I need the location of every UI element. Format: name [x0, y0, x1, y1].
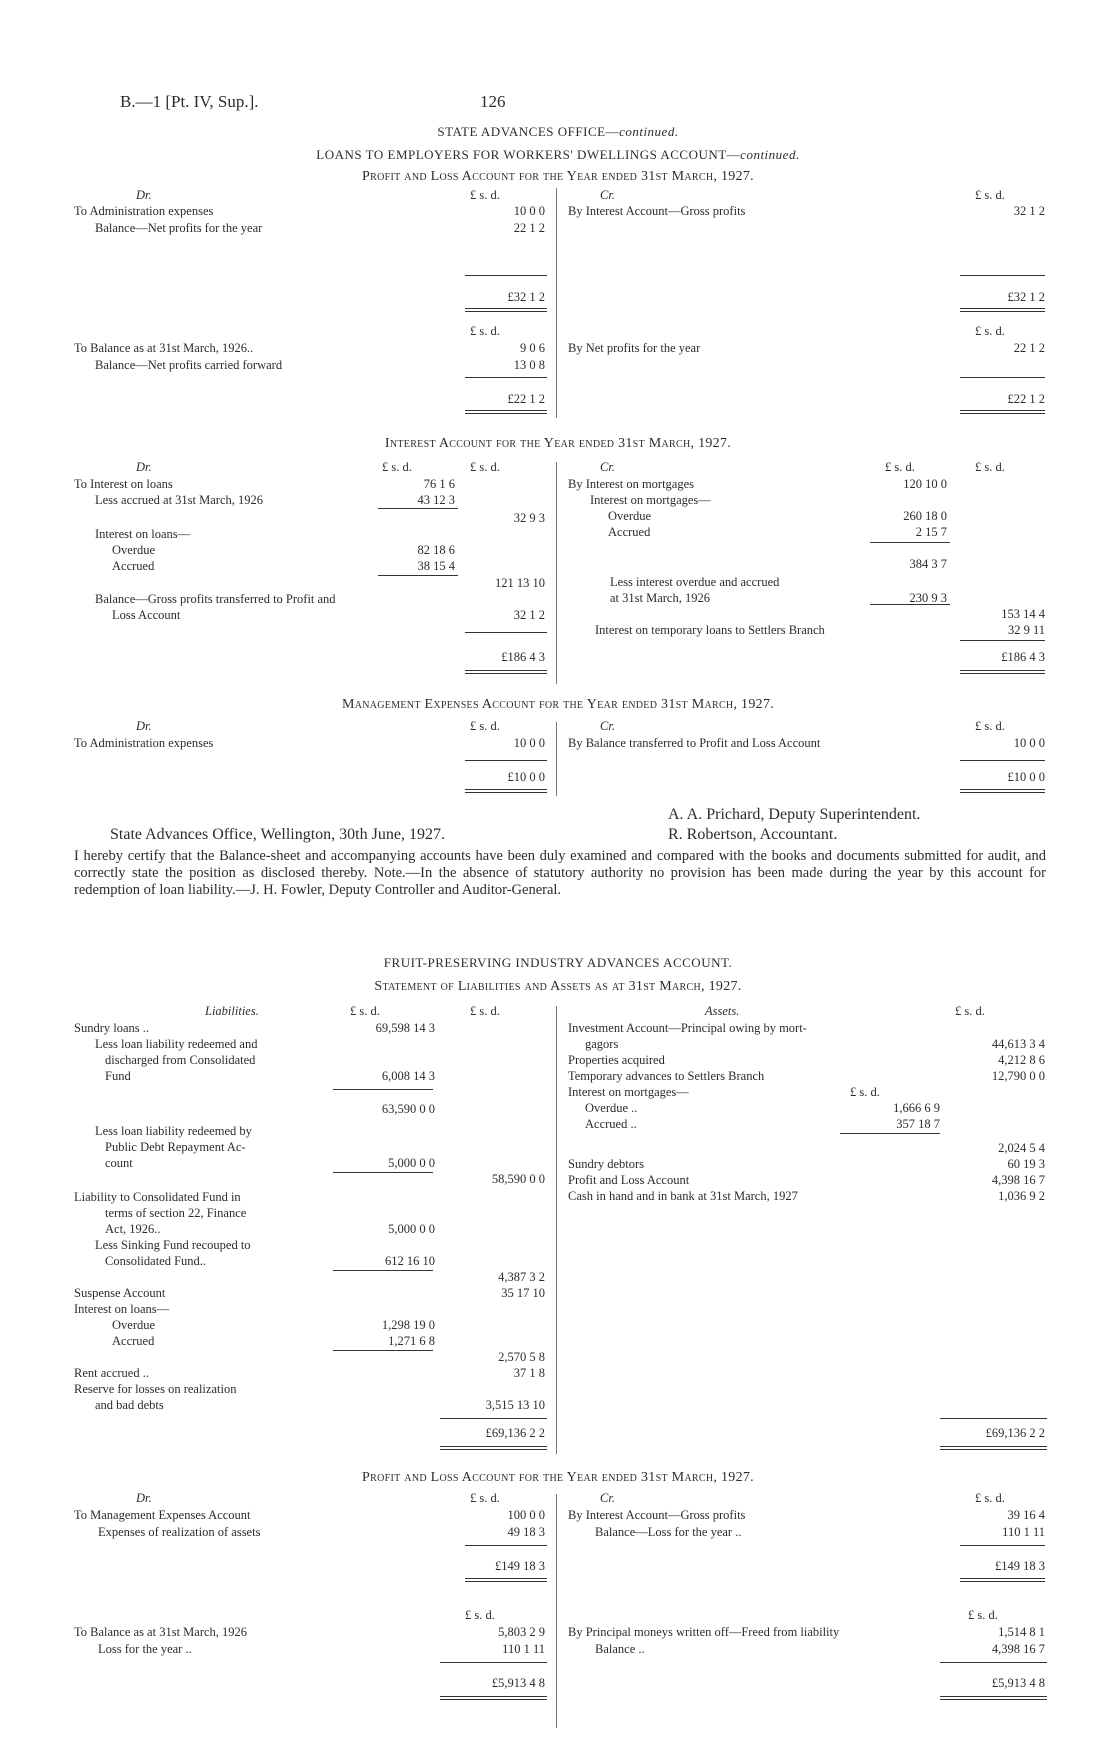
fruit-asset-value: 2,024 5 4 — [998, 1141, 1045, 1155]
pl1-left-line: Balance—Net profits for the year — [95, 221, 263, 235]
fruit-liab-value: 5,000 0 0 — [388, 1222, 435, 1236]
pl2-lsd: £ s. d. — [975, 1491, 1005, 1505]
fruit-liab-line: Fund — [105, 1069, 131, 1083]
fruit-asset-line: Interest on mortgages— — [568, 1085, 689, 1099]
pl1-left-value: 10 0 0 — [513, 204, 545, 218]
fruit-asset-line: Profit and Loss Account — [568, 1173, 690, 1187]
interest-right-value: 260 18 0 — [903, 509, 947, 523]
fruit-asset-value: 12,790 0 0 — [991, 1069, 1045, 1083]
fruit-asset-line: Properties acquired — [568, 1053, 665, 1067]
pl1-lsd-left-2: £ s. d. — [470, 324, 500, 338]
pl2-right-total: £149 18 3 — [995, 1559, 1045, 1573]
fruit-liabilities-head: Liabilities. — [205, 1004, 259, 1018]
pl1-left-value: 9 0 6 — [520, 341, 545, 355]
pl2-right-value: 110 1 11 — [1002, 1525, 1045, 1539]
interest-left-line: Interest on loans— — [95, 527, 191, 541]
pl1-lsd-right-2: £ s. d. — [975, 324, 1005, 338]
pl2-left-line: Loss for the year .. — [98, 1642, 192, 1656]
fruit-liab-grand-total: £69,136 2 2 — [485, 1426, 545, 1440]
fruit-liab-total: 3,515 13 10 — [485, 1398, 545, 1412]
page-number: 126 — [480, 92, 506, 111]
pl1-right-line: By Net profits for the year — [568, 341, 701, 355]
fruit-asset-lsd: £ s. d. — [850, 1085, 880, 1099]
interest-left-value: 43 12 3 — [417, 493, 455, 507]
pl2-left-value: 5,803 2 9 — [498, 1625, 545, 1639]
pl1-right-line: By Interest Account—Gross profits — [568, 204, 746, 218]
interest-right-line: Accrued — [608, 525, 651, 539]
interest-left-line: To Interest on loans — [74, 477, 173, 491]
pl1-lsd-right: £ s. d. — [975, 188, 1005, 202]
mgmt-left-line: To Administration expenses — [74, 736, 214, 750]
interest-right-value: 120 10 0 — [903, 477, 947, 491]
interest-left-line: Balance—Gross profits transferred to Profit and — [95, 592, 336, 606]
pl2-lsd: £ s. d. — [470, 1491, 500, 1505]
interest-right-grand-total: £186 4 3 — [1001, 650, 1045, 664]
fruit-asset-value: 44,613 3 4 — [991, 1037, 1045, 1051]
fruit-liab-line: Less loan liability redeemed by — [95, 1124, 252, 1138]
fruit-liab-line: Suspense Account — [74, 1286, 166, 1300]
fruit-liab-line: Liability to Consolidated Fund in — [74, 1190, 241, 1204]
mgmt-lsd: £ s. d. — [470, 719, 500, 733]
interest-left-total: 121 13 10 — [495, 576, 545, 590]
fruit-liab-line: terms of section 22, Finance — [105, 1206, 247, 1220]
fruit-asset-value: 357 18 7 — [896, 1117, 940, 1131]
fruit-liab-line: Accrued — [112, 1334, 155, 1348]
interest-right-value: 384 3 7 — [909, 557, 947, 571]
pl1-right-value: 22 1 2 — [1013, 341, 1045, 355]
pl1-left-line: To Administration expenses — [74, 204, 214, 218]
fruit-asset-line: Sundry debtors — [568, 1157, 645, 1171]
interest-left-line: Less accrued at 31st March, 1926 — [95, 493, 263, 507]
fruit-liab-line: discharged from Consolidated — [105, 1053, 256, 1067]
interest-left-total: 32 1 2 — [513, 608, 545, 622]
pl1-left-total-2: £22 1 2 — [507, 392, 545, 406]
interest-right-line: at 31st March, 1926 — [610, 591, 710, 605]
mgmt-lsd: £ s. d. — [975, 719, 1005, 733]
pl2-left-line: Expenses of realization of assets — [98, 1525, 261, 1539]
fruit-liab-value: 6,008 14 3 — [381, 1069, 435, 1083]
pl1-lsd-left: £ s. d. — [470, 188, 500, 202]
pl2-right-value: 4,398 16 7 — [991, 1642, 1045, 1656]
fruit-asset-value: 60 19 3 — [1007, 1157, 1045, 1171]
interest-left-value: 76 1 6 — [423, 477, 455, 491]
pl2-left-value: 100 0 0 — [507, 1508, 545, 1522]
pl1-left-value: 22 1 2 — [513, 221, 545, 235]
pl2-left-value: 49 18 3 — [507, 1525, 545, 1539]
pl2-left-line: To Balance as at 31st March, 1926 — [74, 1625, 248, 1639]
pl2-lsd-2: £ s. d. — [465, 1608, 495, 1622]
fruit-liab-value: 5,000 0 0 — [388, 1156, 435, 1170]
fruit-lsd: £ s. d. — [470, 1004, 500, 1018]
page-reference: B.—1 [Pt. IV, Sup.]. — [120, 92, 259, 111]
fruit-lsd: £ s. d. — [955, 1004, 985, 1018]
interest-lsd: £ s. d. — [470, 460, 500, 474]
pl2-right-line: Balance—Loss for the year .. — [595, 1525, 742, 1539]
pl1-left-line: Balance—Net profits carried forward — [95, 358, 283, 372]
fruit-liab-line: Sundry loans .. — [74, 1021, 149, 1035]
interest-right-value: 230 9 3 — [909, 591, 947, 605]
fruit-asset-line: Cash in hand and in bank at 31st March, 1927 — [568, 1189, 798, 1203]
fruit-asset-value: 4,212 8 6 — [998, 1053, 1045, 1067]
office-title: STATE ADVANCES OFFICE—continued. — [437, 124, 679, 139]
interest-right-line: Interest on mortgages— — [590, 493, 711, 507]
fruit-liab-line: Interest on loans— — [74, 1302, 170, 1316]
fruit-asset-value: 4,398 16 7 — [991, 1173, 1045, 1187]
interest-right-value: 2 15 7 — [915, 525, 947, 539]
mgmt-left-value: 10 0 0 — [513, 736, 545, 750]
interest-left-total: 32 9 3 — [513, 511, 545, 525]
interest-left-line: Loss Account — [112, 608, 181, 622]
pl2-left-value: 110 1 11 — [502, 1642, 545, 1656]
loans-account-title: LOANS TO EMPLOYERS FOR WORKERS' DWELLINGS ACCOUNT—continued. — [316, 147, 800, 162]
fruit-asset-value: 1,036 9 2 — [998, 1189, 1045, 1203]
fruit-asset-line: gagors — [585, 1037, 619, 1051]
fruit-liab-value: 69,598 14 3 — [375, 1021, 435, 1035]
fruit-liab-line: Reserve for losses on realization — [74, 1382, 237, 1396]
fruit-liab-line: Act, 1926.. — [105, 1222, 161, 1236]
fruit-liab-value: 1,298 19 0 — [381, 1318, 435, 1332]
interest-cr-label: Cr. — [600, 460, 615, 474]
interest-right-line: Less interest overdue and accrued — [610, 575, 780, 589]
signatory-superintendent: A. A. Prichard, Deputy Superintendent. — [668, 806, 921, 823]
fruit-asset-line: Investment Account—Principal owing by mort- — [568, 1021, 807, 1035]
fruit-liab-total: 2,570 5 8 — [498, 1350, 545, 1364]
fruit-liab-total: 4,387 3 2 — [498, 1270, 545, 1284]
fruit-liab-line: Less Sinking Fund recouped to — [95, 1238, 251, 1252]
fruit-liab-line: Consolidated Fund.. — [105, 1254, 207, 1268]
pl2-cr-label: Cr. — [600, 1491, 615, 1505]
pl1-right-total: £32 1 2 — [1007, 290, 1045, 304]
interest-title: Interest Account for the Year ended 31st March, 1927. — [384, 436, 732, 451]
fruit-liab-line: Overdue — [112, 1318, 156, 1332]
pl2-title: Profit and Loss Account for the Year ended 31st March, 1927. — [362, 1470, 754, 1485]
signatory-accountant: R. Robertson, Accountant. — [668, 826, 838, 843]
fruit-liab-total: 58,590 0 0 — [491, 1172, 545, 1186]
pl1-left-total: £32 1 2 — [507, 290, 545, 304]
interest-lsd: £ s. d. — [382, 460, 412, 474]
mgmt-left-total: £10 0 0 — [507, 770, 545, 784]
mgmt-right-line: By Balance transferred to Profit and Loss Account — [568, 736, 821, 750]
pl2-lsd-2: £ s. d. — [968, 1608, 998, 1622]
interest-left-value: 82 18 6 — [417, 543, 455, 557]
pl1-dr-label: Dr. — [136, 188, 152, 202]
mgmt-dr-label: Dr. — [136, 719, 152, 733]
interest-right-line: Interest on temporary loans to Settlers Branch — [595, 623, 825, 637]
pl2-dr-label: Dr. — [136, 1491, 152, 1505]
pl1-right-total-2: £22 1 2 — [1007, 392, 1045, 406]
pl1-left-value: 13 0 8 — [513, 358, 545, 372]
pl2-left-total: £149 18 3 — [495, 1559, 545, 1573]
audit-certificate: I hereby certify that the Balance-sheet and accompanying accounts have been duly examined and compared with the books and documents submitted for audit, and correctly state the position as disclosed thereby. Note.—In the absence of statutory authority no provision has been made during the year by this account for redemption of loan liability.—J. H. Fowler, Deputy Controller and Auditor-General. — [74, 848, 1046, 898]
fruit-lsd: £ s. d. — [350, 1004, 380, 1018]
mgmt-cr-label: Cr. — [600, 719, 615, 733]
fruit-liab-line: Rent accrued .. — [74, 1366, 149, 1380]
pl1-right-value: 32 1 2 — [1013, 204, 1045, 218]
fruit-subtitle: Statement of Liabilities and Assets as at 31st March, 1927. — [374, 979, 742, 994]
mgmt-right-value: 10 0 0 — [1013, 736, 1045, 750]
interest-lsd: £ s. d. — [885, 460, 915, 474]
pl2-right-line: By Interest Account—Gross profits — [568, 1508, 746, 1522]
fruit-title: FRUIT-PRESERVING INDUSTRY ADVANCES ACCOUNT. — [383, 955, 733, 970]
interest-lsd: £ s. d. — [975, 460, 1005, 474]
mgmt-right-total: £10 0 0 — [1007, 770, 1045, 784]
fruit-liab-line: count — [105, 1156, 133, 1170]
interest-right-total: 153 14 4 — [1001, 607, 1045, 621]
pl2-right-value: 1,514 8 1 — [998, 1625, 1045, 1639]
fruit-asset-line: Temporary advances to Settlers Branch — [568, 1069, 765, 1083]
interest-right-total: 32 9 11 — [1007, 623, 1045, 637]
interest-left-line: Overdue — [112, 543, 156, 557]
fruit-asset-value: 1,666 6 9 — [893, 1101, 940, 1115]
office-place-date: State Advances Office, Wellington, 30th June, 1927. — [110, 826, 445, 843]
fruit-liab-line: Less loan liability redeemed and — [95, 1037, 258, 1051]
pl1-left-line: To Balance as at 31st March, 1926.. — [74, 341, 254, 355]
interest-right-line: Overdue — [608, 509, 652, 523]
pl1-cr-label: Cr. — [600, 188, 615, 202]
pl2-right-value: 39 16 4 — [1007, 1508, 1045, 1522]
pl2-left-line: To Management Expenses Account — [74, 1508, 251, 1522]
pl2-right-line: By Principal moneys written off—Freed from liability — [568, 1625, 840, 1639]
fruit-asset-line: Accrued .. — [585, 1117, 637, 1131]
pl2-right-line: Balance .. — [595, 1642, 645, 1656]
interest-right-line: By Interest on mortgages — [568, 477, 695, 491]
fruit-liab-value: 612 16 10 — [385, 1254, 435, 1268]
interest-left-grand-total: £186 4 3 — [501, 650, 545, 664]
fruit-assets-head: Assets. — [705, 1004, 740, 1018]
interest-left-value: 38 15 4 — [417, 559, 455, 573]
fruit-liab-line: Public Debt Repayment Ac- — [105, 1140, 246, 1154]
pl2-left-total-2: £5,913 4 8 — [491, 1676, 545, 1690]
fruit-liab-total: 35 17 10 — [501, 1286, 545, 1300]
fruit-asset-grand-total: £69,136 2 2 — [985, 1426, 1045, 1440]
pl2-right-total-2: £5,913 4 8 — [991, 1676, 1045, 1690]
fruit-asset-line: Overdue .. — [585, 1101, 638, 1115]
interest-left-line: Accrued — [112, 559, 155, 573]
fruit-liab-line: and bad debts — [95, 1398, 164, 1412]
fruit-liab-value: 1,271 6 8 — [388, 1334, 435, 1348]
interest-dr-label: Dr. — [136, 460, 152, 474]
pl1-title: Profit and Loss Account for the Year ended 31st March, 1927. — [362, 169, 754, 184]
fruit-liab-total: 37 1 8 — [513, 1366, 545, 1380]
mgmt-title: Management Expenses Account for the Year ended 31st March, 1927. — [341, 697, 775, 712]
fruit-liab-value: 63,590 0 0 — [381, 1102, 435, 1116]
